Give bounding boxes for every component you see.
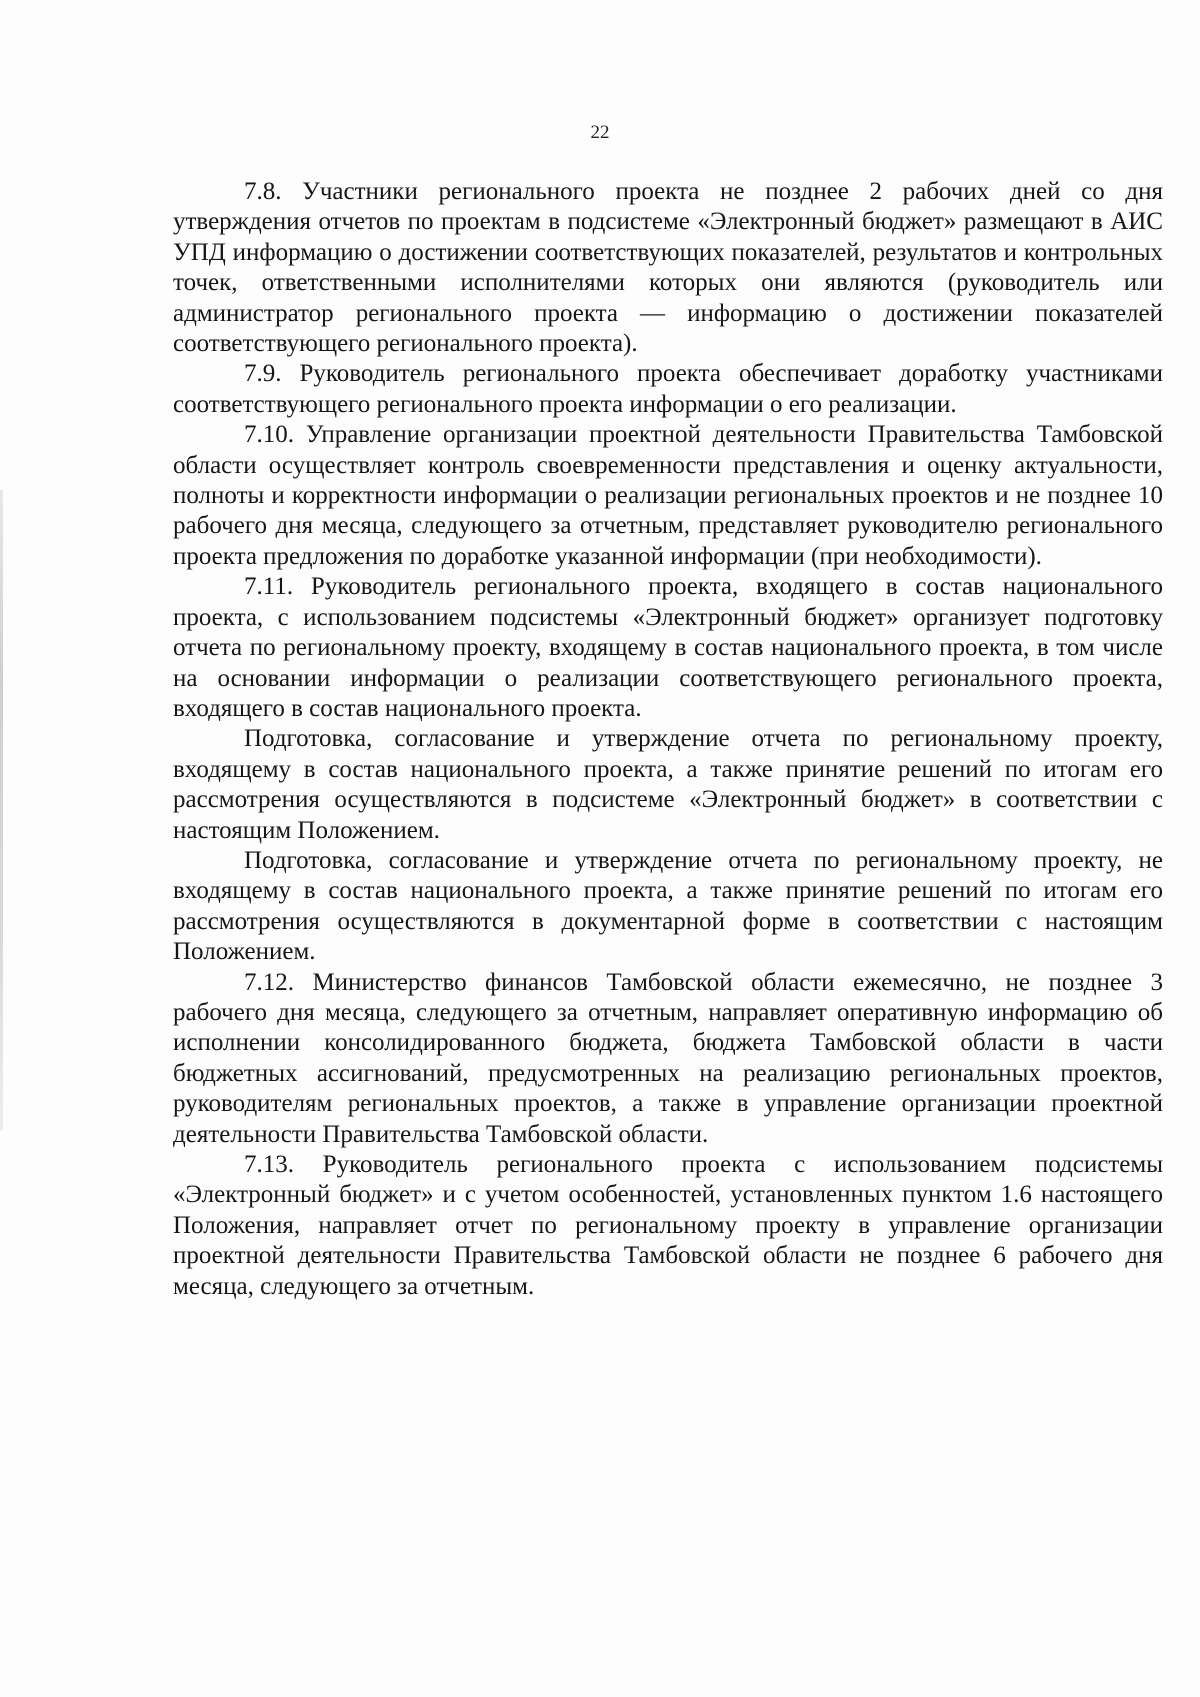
paragraph-7-12: 7.12. Министерство финансов Тамбовской области ежемесячно, не позднее 3 рабочего дня месяца, следующего за отчетным, направляет оперативную информацию об исполнении консолидированного бюджета, бюджета Тамбовской области в части бюджетных ассигнований, предусмотренных на реализацию региональных проектов, руководителям региональных проектов, а также в управление организации проектной деятельности Правительства Тамбовской области. (173, 968, 1163, 1148)
paragraph-7-13: 7.13. Руководитель регионального проекта с использованием подсистемы «Электронный бюджет» и с учетом особенностей, установленных пунктом 1.6 настоящего Положения, направляет отчет по региональному проекту в управление организации проектной деятельности Правительства Тамбовской области не позднее 6 рабочего дня месяца, следующего за отчетным. (173, 1151, 1163, 1300)
paragraph-7-11: 7.11. Руководитель регионального проекта, входящего в состав национального проекта, с использованием подсистемы «Электронный бюджет» организует подготовку отчета по региональному проекту, входящему в состав национального проекта, в том числе на основании информации о реализации соответствующего регионального проекта, входящего в состав национального проекта. (173, 573, 1163, 722)
paragraph-7-10: 7.10. Управление организации проектной деятельности Правительства Тамбовской области осуществляет контроль своевременности представления и оценку актуальности, полноты и корректности информации о реализации региональных проектов и не позднее 10 рабочего дня месяца, следующего за отчетным, представляет руководителю регионального проекта предложения по доработке указанной информации (при необходимости). (173, 421, 1163, 570)
paragraph-7-9: 7.9. Руководитель регионального проекта обеспечивает доработку участниками соответствующего регионального проекта информации о его реализации. (173, 360, 1163, 418)
page-number: 22 (590, 122, 610, 143)
paragraph-7-8: 7.8. Участники регионального проекта не позднее 2 рабочих дней со дня утверждения отчетов по проектам в подсистеме «Электронный бюджет» размещают в АИС УПД информацию о достижении соответствующих показателей, результатов и контрольных точек, ответственными исполнителями которых они являются (руководитель или администратор регионального проекта — информацию о достижении показателей соответствующего регионального проекта). (173, 178, 1163, 358)
document-body (173, 177, 1163, 1302)
paragraph-7-11-national-report: Подготовка, согласование и утверждение отчета по региональному проекту, входящему в состав национального проекта, а также принятие решений по итогам его рассмотрения осуществляются в подсистеме «Электронный бюджет» в соответствии с настоящим Положением. (173, 725, 1163, 844)
paragraph-7-11-non-national-report: Подготовка, согласование и утверждение отчета по региональному проекту, не входящему в состав национального проекта, а также принятие решений по итогам его рассмотрения осуществляются в документарной форме в соответствии с настоящим Положением. (173, 846, 1163, 966)
scan-edge-shadow (0, 490, 3, 1130)
